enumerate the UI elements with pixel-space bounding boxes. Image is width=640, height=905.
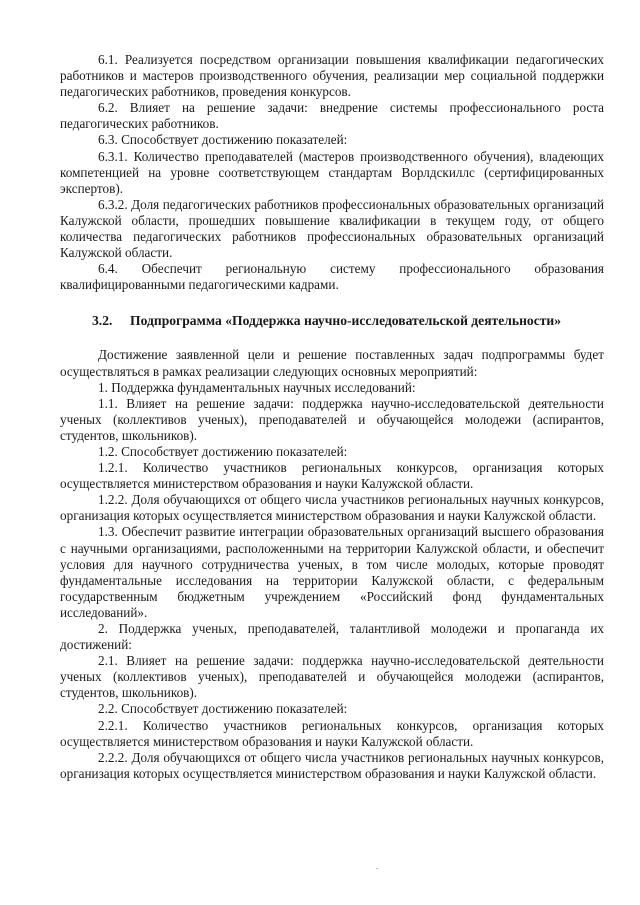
paragraph-2-2-1: 2.2.1. Количество участников региональных конкурсов, организация которых осуществляется министерством образования и науки Калужской области. [60,717,604,749]
paragraph-1-2-2: 1.2.2. Доля обучающихся от общего числа участников региональных научных конкурсов, организация которых осуществляется министерством образования и науки Калужской области. [60,492,604,524]
paragraph-6-2: 6.2. Влияет на решение задачи: внедрение системы профессионального роста педагогических работников. [60,100,604,132]
section-heading [60,313,604,329]
paragraph-1-1: 1.1. Влияет на решение задачи: поддержка научно-исследовательской деятельности ученых (коллективов ученых), преподавателей и обучающейся молодежи (аспирантов, студентов, школьников). [60,395,604,443]
paragraph-6-3-2: 6.3.2. Доля педагогических работников профессиональных образовательных организаций Калужской области, прошедших повышение квалификации в текущем году, от общего количества педагогических работников профессиональных образовательных организаций Калужской области. [60,196,604,261]
paragraph-2: 2. Поддержка ученых, преподавателей, талантливой молодежи и пропаганда их достижений: [60,621,604,653]
paragraph-1-2-1: 1.2.1. Количество участников региональных конкурсов, организация которых осуществляется министерством образования и науки Калужской области. [60,460,604,492]
paragraph-6-1: 6.1. Реализуется посредством организации повышения квалификации педагогических работников и мастеров производственного обучения, реализации мер социальной поддержки педагогических работников, проведения конкурсов. [60,52,604,100]
paragraph-intro: Достижение заявленной цели и решение поставленных задач подпрограммы будет осуществляться в рамках реализации следующих основных мероприятий: [60,347,604,379]
paragraph-6-4: 6.4. Обеспечит региональную систему профессионального образования квалифицированными педагогическими кадрами. [60,261,604,293]
paragraph-2-1: 2.1. Влияет на решение задачи: поддержка научно-исследовательской деятельности ученых (коллективов ученых), преподавателей и обучающейся молодежи (аспирантов, студентов, школьников). [60,653,604,701]
paragraph-1-2: 1.2. Способствует достижению показателей: [98,443,348,459]
paragraph-2-2-2: 2.2.2. Доля обучающихся от общего числа участников региональных научных конкурсов, организация которых осуществляется министерством образования и науки Калужской области. [60,749,604,781]
paragraph-6-3: 6.3. Способствует достижению показателей: [98,132,348,148]
paragraph-1: 1. Поддержка фундаментальных научных исследований: [98,379,416,395]
section-title: Подпрограмма «Поддержка научно-исследовательской деятельности» [130,313,562,329]
paragraph-1-3: 1.3. Обеспечит развитие интеграции образовательных организаций высшего образования с научными организациями, расположенными на территории Калужской области, и обеспечит условия для научного сотрудничества ученых, в том числе молодых, которые проводят фундаментальные исследования на территории Калужской области, с федеральным государственным бюджетным учреждением «Российский фонд фундаментальных исследований». [60,524,604,620]
paragraph-6-3-1: 6.3.1. Количество преподавателей (мастеров производственного обучения), владеющих компетенцией на уровне соответствующем стандартам Ворлдскиллс (сертифицированных экспертов). [60,148,604,196]
document-body [60,52,604,782]
paragraph-2-2: 2.2. Способствует достижению показателей: [98,701,348,717]
section-number: 3.2. [92,313,113,329]
scan-speck [376,868,378,869]
